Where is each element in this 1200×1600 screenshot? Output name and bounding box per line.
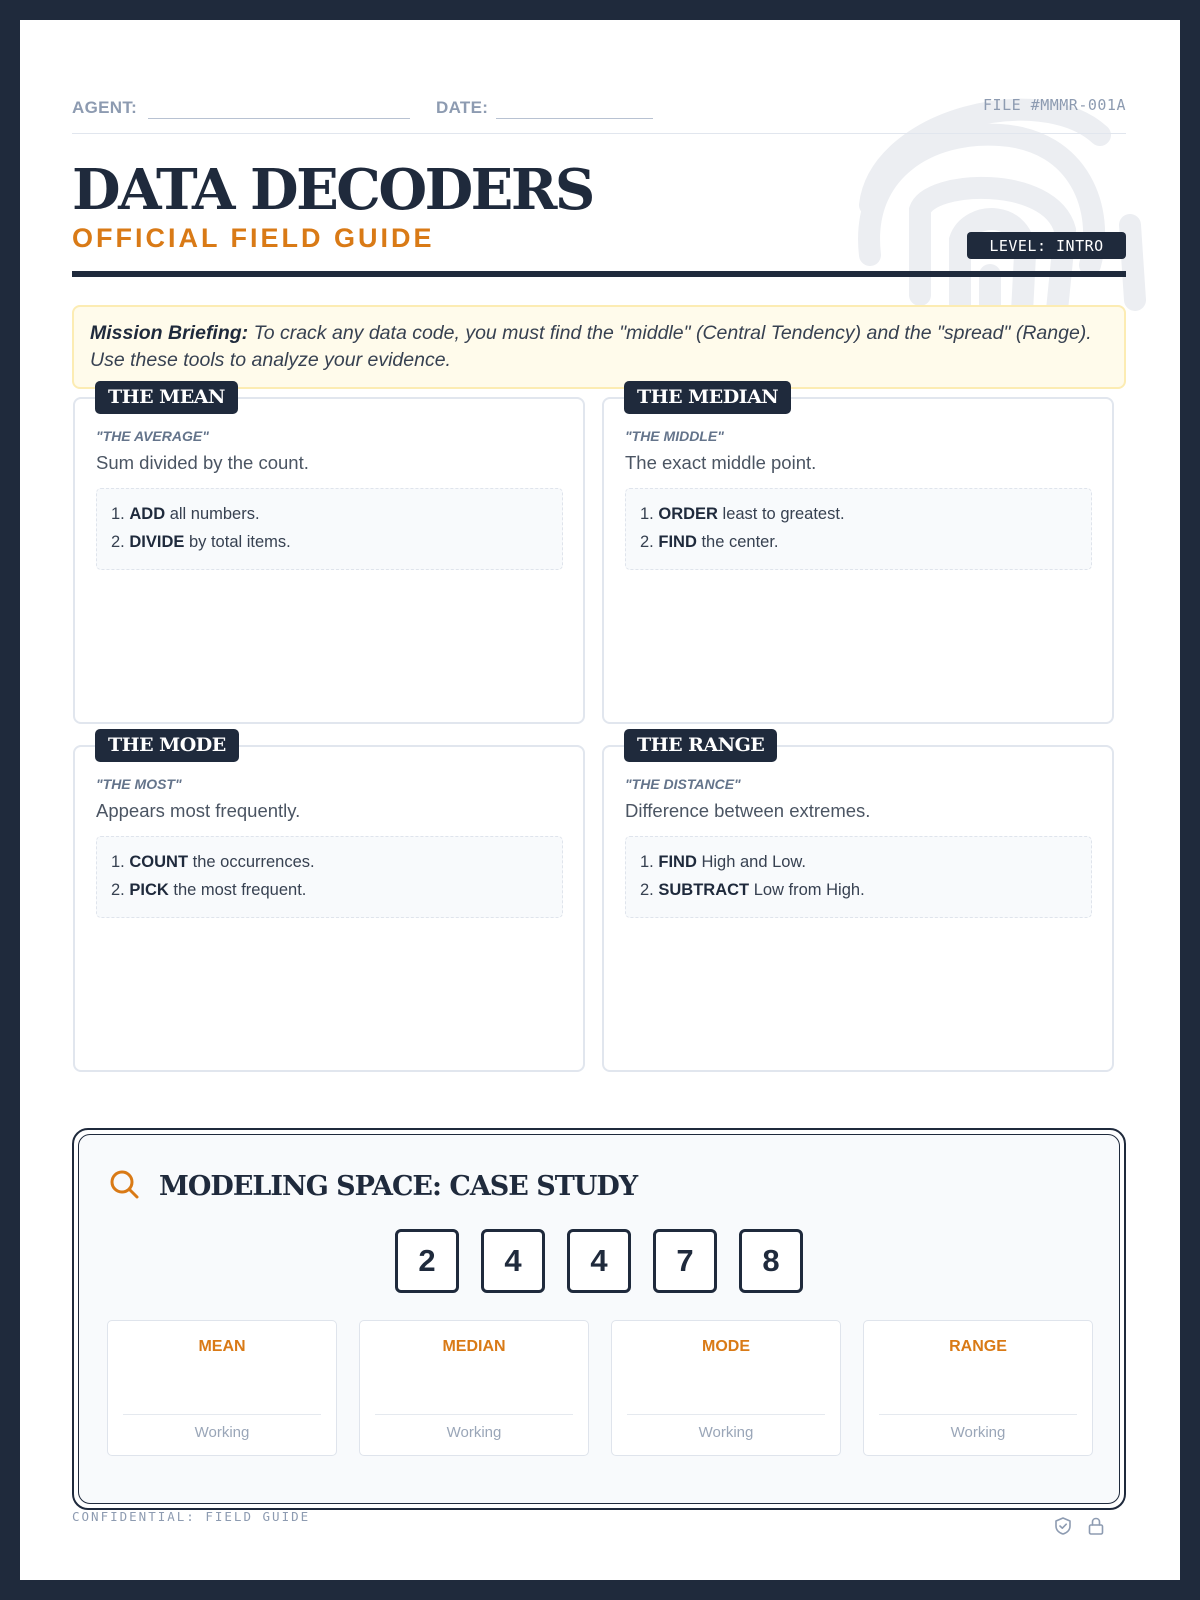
shield-check-icon xyxy=(1053,1516,1073,1536)
answer-label: RANGE xyxy=(949,1338,1007,1355)
card-nickname: "THE AVERAGE" xyxy=(96,428,209,444)
answer-working: Working xyxy=(446,1424,502,1441)
card-title: THE RANGE xyxy=(624,729,777,762)
card-title: THE MEDIAN xyxy=(624,381,791,414)
card-nickname: "THE MOST" xyxy=(96,776,182,792)
lock-icon xyxy=(1086,1516,1106,1536)
search-icon xyxy=(109,1169,141,1201)
agent-label: AGENT: xyxy=(72,98,138,117)
card-description: The exact middle point. xyxy=(625,452,817,473)
answer-label: MEAN xyxy=(198,1338,246,1355)
step-item: 2. PICK the most frequent. xyxy=(111,881,307,899)
date-field[interactable] xyxy=(496,118,653,119)
answer-divider xyxy=(123,1414,321,1415)
answer-box-mode[interactable] xyxy=(611,1320,841,1456)
title-divider xyxy=(72,271,1126,277)
card-steps xyxy=(625,836,1092,918)
briefing-text: To crack any data code, you must find the "middle" (Central Tendency) and the "spread" (Range). Use these tools to analyze your evidence. xyxy=(90,322,1092,371)
page-subtitle: OFFICIAL FIELD GUIDE xyxy=(72,223,435,253)
card-steps xyxy=(625,488,1092,570)
card-steps xyxy=(96,488,563,570)
number-tile: 4 xyxy=(481,1229,545,1293)
step-item: 2. FIND the center. xyxy=(640,533,779,551)
card-description: Sum divided by the count. xyxy=(96,452,309,473)
step-item: 1. ORDER least to greatest. xyxy=(640,505,845,523)
modeling-space-inner xyxy=(78,1134,1120,1504)
number-tile: 2 xyxy=(395,1229,459,1293)
step-item: 1. FIND High and Low. xyxy=(640,853,807,871)
answer-divider xyxy=(627,1414,825,1415)
modeling-space xyxy=(72,1128,1126,1510)
footer-text: CONFIDENTIAL: FIELD GUIDE xyxy=(72,1509,311,1524)
card-steps xyxy=(96,836,563,918)
answer-box-range[interactable] xyxy=(863,1320,1093,1456)
answer-divider xyxy=(375,1414,573,1415)
card-mode xyxy=(73,734,585,1072)
answer-divider xyxy=(879,1414,1077,1415)
briefing-lead: Mission Briefing: xyxy=(90,322,249,344)
card-nickname: "THE DISTANCE" xyxy=(625,776,741,792)
answer-boxes xyxy=(107,1320,1093,1456)
answer-label: MODE xyxy=(702,1338,750,1355)
number-tile: 7 xyxy=(653,1229,717,1293)
step-item: 1. COUNT the occurrences. xyxy=(111,853,315,871)
number-tile: 8 xyxy=(739,1229,803,1293)
card-title: THE MEAN xyxy=(95,381,238,414)
card-median xyxy=(602,386,1114,724)
page-title: DATA DECODERS xyxy=(72,157,593,223)
answer-box-median[interactable] xyxy=(359,1320,589,1456)
modeling-title: MODELING SPACE: CASE STUDY xyxy=(159,1171,638,1202)
answer-working: Working xyxy=(950,1424,1006,1441)
card-range xyxy=(602,734,1114,1072)
agent-date-row xyxy=(72,84,1126,134)
step-item: 2. SUBTRACT Low from High. xyxy=(640,881,865,899)
answer-label: MEDIAN xyxy=(442,1338,506,1355)
card-mean xyxy=(73,386,585,724)
date-label: DATE: xyxy=(436,98,489,117)
step-item: 1. ADD all numbers. xyxy=(111,505,260,523)
mission-briefing xyxy=(72,305,1126,389)
file-id: FILE #MMMR-001A xyxy=(983,96,1126,114)
card-nickname: "THE MIDDLE" xyxy=(625,428,724,444)
answer-working: Working xyxy=(698,1424,754,1441)
answer-working: Working xyxy=(194,1424,250,1441)
level-badge: LEVEL: INTRO xyxy=(967,232,1126,259)
step-item: 2. DIVIDE by total items. xyxy=(111,533,291,551)
card-description: Appears most frequently. xyxy=(96,800,301,821)
number-tile: 4 xyxy=(567,1229,631,1293)
agent-field[interactable] xyxy=(148,118,410,119)
card-title: THE MODE xyxy=(95,729,239,762)
field-guide-sheet xyxy=(20,20,1180,1580)
card-description: Difference between extremes. xyxy=(625,800,871,821)
answer-box-mean[interactable] xyxy=(107,1320,337,1456)
case-numbers xyxy=(79,1229,1119,1293)
